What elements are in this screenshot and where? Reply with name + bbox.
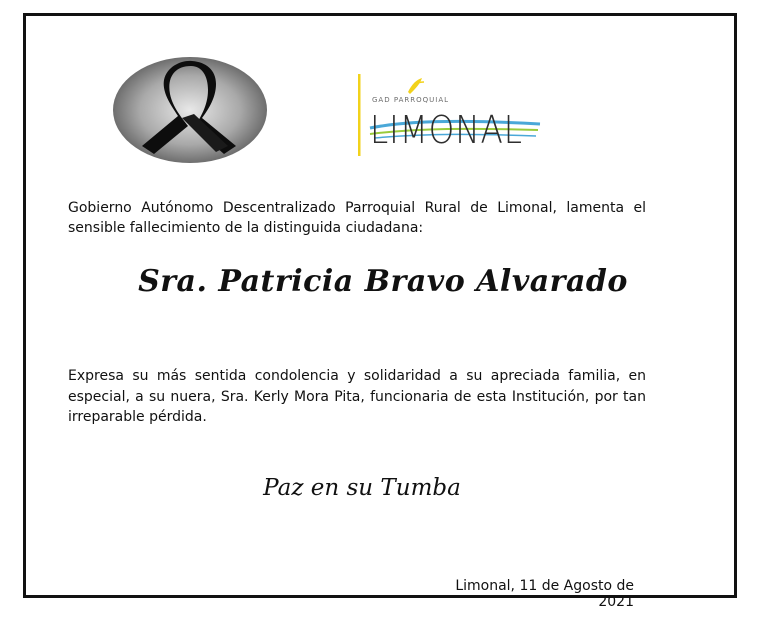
logo-top-text: GAD PARROQUIAL [372, 96, 450, 104]
deceased-name: Sra. Patricia Bravo Alvarado [138, 264, 628, 299]
condolence-paragraph: Expresa su más sentida condolencia y solidaridad a su apreciada familia, en especial, a su nuera, Sra. Kerly Mora Pita, funcionaria de esta Institución, por tan irreparable pérdida. [68, 368, 646, 425]
place-date: Limonal, 11 de Agosto de 2021 [455, 578, 634, 610]
announcement-paragraph: Gobierno Autónomo Descentralizado Parroquial Rural de Limonal, lamenta el sensible fallecimiento de la distinguida ciudadana: [68, 200, 646, 236]
mourning-ribbon-icon [112, 56, 268, 164]
closing-phrase: Paz en su Tumba [263, 475, 461, 501]
logo-wordmark: LIMONAL [370, 108, 523, 152]
